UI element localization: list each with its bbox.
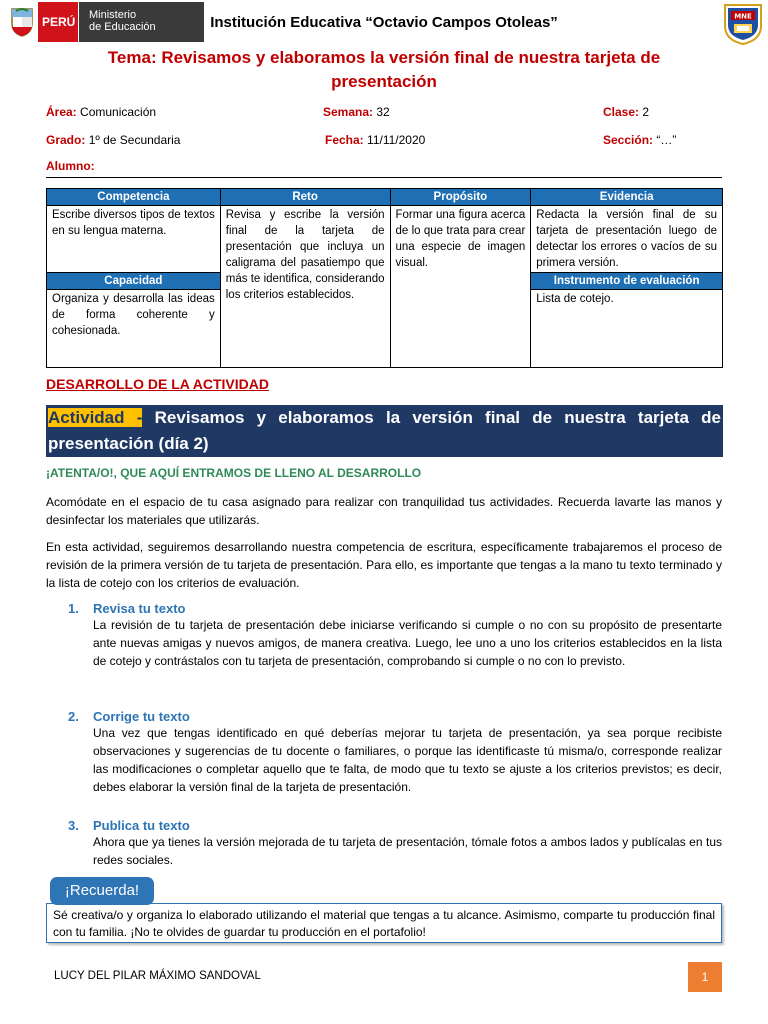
header-instrumento: Instrumento de evaluación <box>531 273 723 290</box>
grado-field: Grado: 1º de Secundaria <box>46 133 181 147</box>
step-1: 1. Revisa tu texto La revisión de tu tarjeta de presentación debe iniciarse verificando si cumple o no con su propósito de presentarte ante nuevas amigas y nuevos amigos, de manera creativa. Luego, lee uno a uno los criterios establecidos en la lista de cotejo y contrástalos con tu tarjeta de presentación, comprobando si cumple o no con lo previsto. <box>68 601 722 668</box>
fecha-field: Fecha: 11/11/2020 <box>325 133 426 147</box>
alumno-field: Alumno: <box>46 159 95 173</box>
step-3: 3. Publica tu texto Ahora que ya tienes la versión mejorada de tu tarjeta de presentación, tómale fotos a ambos lados y publícalas en tus redes sociales. <box>68 818 722 867</box>
step-2-title: Corrige tu texto <box>93 709 190 724</box>
competencia-cell: Escribe diversos tipos de textos en su lengua materna. <box>47 206 221 273</box>
footer-author: LUCY DEL PILAR MÁXIMO SANDOVAL <box>54 970 261 982</box>
section-title: DESARROLLO DE LA ACTIVIDAD <box>46 376 269 392</box>
instrumento-cell: Lista de cotejo. <box>531 290 723 368</box>
school-crest-icon <box>722 2 764 46</box>
activity-title: Revisamos y elaboramos la versión final de nuestra tarjeta de presentación (día 2) <box>48 408 721 453</box>
step-2: 2. Corrige tu texto Una vez que tengas identificado en qué deberías mejorar tu tarjeta de presentación, ya sea porque recibiste observaciones y sugerencias de tu docente o familiares, o porque las identificaste tú misma/o, corresponde realizar las modificaciones o completar aquello que te falta, de modo que tu texto se ajuste a los criterios previstos; es decir, debes elaborar la versión final de la tarjeta de presentación. <box>68 709 722 794</box>
recuerda-label: ¡Recuerda! <box>50 877 154 905</box>
ministry-label: Ministerio de Educación <box>78 2 204 42</box>
header-capacidad: Capacidad <box>47 273 221 290</box>
step-1-title: Revisa tu texto <box>93 601 186 616</box>
recuerda-box: Sé creativa/o y organiza lo elaborado utilizando el material que tengas a tu alcance. Asimismo, comparte tu producción final con tu familia. ¡No te olvides de guardar tu producción en el portafolio! <box>46 903 722 943</box>
semana-field: Semana: 32 <box>323 105 390 119</box>
step-3-title: Publica tu texto <box>93 818 190 833</box>
alumno-line <box>46 177 722 178</box>
competency-table <box>46 188 723 368</box>
activity-banner <box>46 405 723 457</box>
atenta-heading: ¡ATENTA/O!, QUE AQUÍ ENTRAMOS DE LLENO AL DESARROLLO <box>46 466 422 480</box>
school-name: Institución Educativa “Octavio Campos Otoleas” <box>210 14 558 31</box>
seccion-field: Sección: “…” <box>603 133 677 147</box>
peru-label: PERÚ <box>38 2 78 42</box>
step-3-body: Ahora que ya tienes la versión mejorada de tu tarjeta de presentación, tómale fotos a ambos lados y publícalas en tus redes sociales. <box>93 835 722 867</box>
step-1-body: La revisión de tu tarjeta de presentación debe iniciarse verificando si cumple o no con su propósito de presentarte ante nuevas amigas y nuevos amigos, de manera creativa. Luego, lee uno a uno los criterios establecidos en la lista de cotejo y contrástalos con tu tarjeta de presentación, comprobando si cumple o no con lo previsto. <box>93 618 722 668</box>
activity-prefix: Actividad - <box>48 408 143 427</box>
step-2-body: Una vez que tengas identificado en qué deberías mejorar tu tarjeta de presentación, ya sea porque recibiste observaciones y sugerencias de tu docente o familiares, o porque las identificaste tú misma/o, corresponde realizar las modificaciones o completar aquello que te falta, de modo que tu texto se ajuste a los criterios previstos; es decir, debes elaborar la versión final de la tarjeta de presentación. <box>93 726 722 794</box>
reto-cell: Revisa y escribe la versión final de la tarjeta de presentación que incluya un caligrama del pasatiempo que más te identifica, considerando los criterios establecidos. <box>220 206 390 368</box>
proposito-cell: Formar una figura acerca de lo que trata para crear una especie de imagen visual. <box>390 206 531 368</box>
evidencia-cell: Redacta la versión final de su tarjeta de presentación luego de detectar los errores o vacíos de su primera versión. <box>531 206 723 273</box>
intro-paragraph-2: En esta actividad, seguiremos desarrollando nuestra competencia de escritura, específicamente trabajaremos el proceso de revisión de la primera versión de tu tarjeta de presentación. Para ello, es importante que tengas a la mano tu texto terminado y la lista de cotejo con los criterios de evaluación. <box>46 540 722 590</box>
header-reto: Reto <box>220 189 390 206</box>
header-proposito: Propósito <box>390 189 531 206</box>
page-number: 1 <box>688 962 722 992</box>
header-evidencia: Evidencia <box>531 189 723 206</box>
capacidad-cell: Organiza y desarrolla las ideas de forma coherente y cohesionada. <box>47 290 221 368</box>
area-field: Área: Comunicación <box>46 105 157 119</box>
header-competencia: Competencia <box>47 189 221 206</box>
intro-paragraph-1: Acomódate en el espacio de tu casa asignado para realizar con tranquilidad tus actividades. Recuerda lavarte las manos y desinfectar los materiales que utilizarás. <box>46 495 722 527</box>
svg-text:MNE: MNE <box>734 12 752 21</box>
topic-title: Tema: Revisamos y elaboramos la versión final de nuestra tarjeta de presentación <box>107 48 661 91</box>
clase-field: Clase: 2 <box>603 105 650 119</box>
